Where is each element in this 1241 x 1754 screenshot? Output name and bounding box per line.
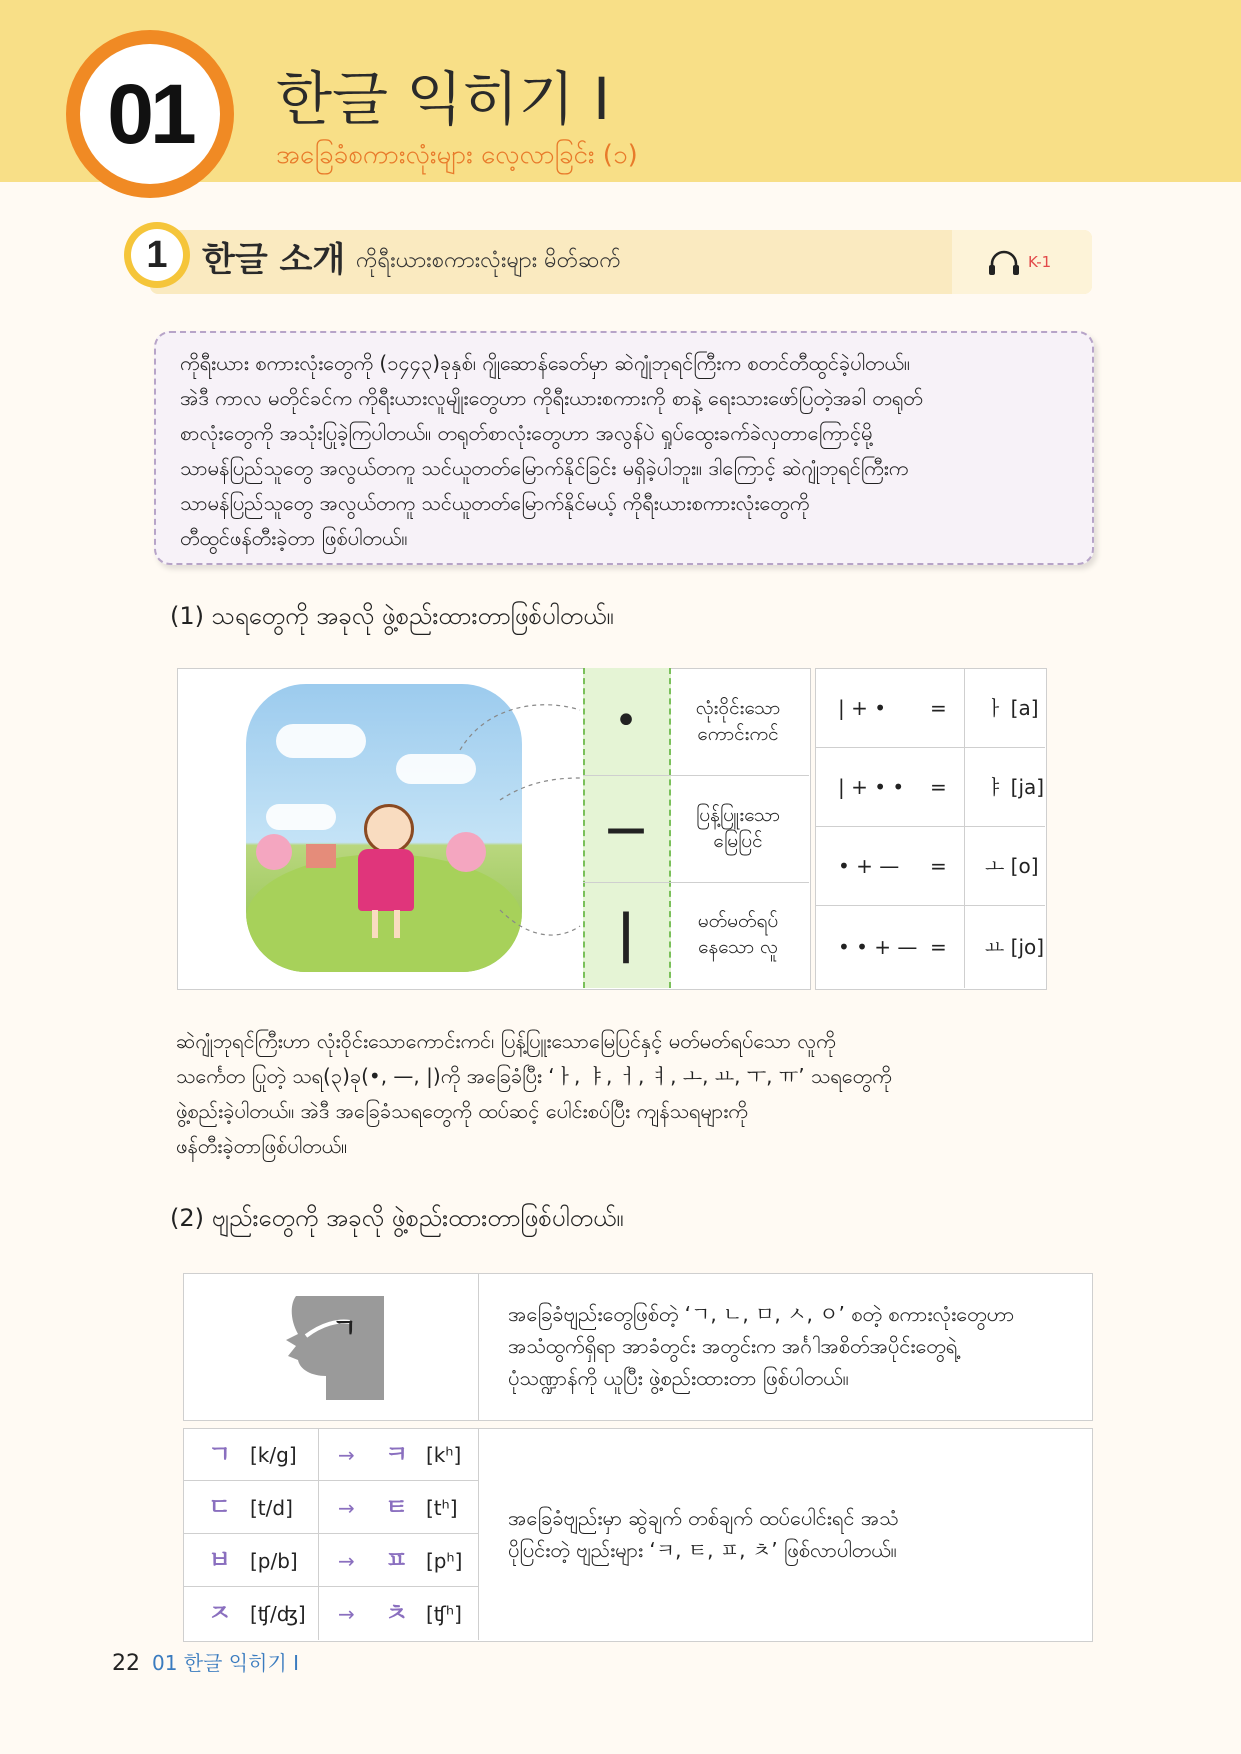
headphones-icon[interactable] [988,250,1020,281]
intro-line: စာလုံးတွေကို အသုံးပြုခဲ့ကြပါတယ်။ တရုတ်စာလုံးတွေဟာ အလွန်ပဲ ရှုပ်ထွေးခက်ခဲလှတာကြောင့်မို့ [180,421,873,445]
arrow-right-icon: → [338,1443,355,1467]
vowels-paragraph [176,1024,1076,1164]
illustration-arrows [440,690,590,980]
combination-formula: | + • • [838,775,905,799]
intro-text [180,346,1080,556]
vowels-heading: (1) သရတွေကို အခုလို ဖွဲ့စည်းထားတာဖြစ်ပါတယ်။ [170,602,614,630]
audio-track-code[interactable]: K-1 [1028,253,1052,271]
intro-line: ကိုရီးယား စကားလုံးတွေကို (၁၄၄၃)ခုနှစ်၊ ဂျိုဆောန်ခေတ်မှာ ဆဲဂျုံဘုရင်ကြီးက စတင်တီထွင်ခဲ့ပါတယ်။ [180,351,910,375]
vowel-label [668,695,808,747]
vowel-label-line: မြေပြင် [713,830,763,852]
arrow-right-icon: → [338,1496,355,1520]
aspirated-description [508,1502,1078,1566]
combination-equals: = [930,935,947,959]
page-number: 22 [112,1651,140,1676]
vowel-label-line: မတ်မတ်ရပ် [697,910,779,932]
intro-line: အဲဒီ ကာလ မတိုင်ခင်က ကိုရီးယားလူမျိုးတွေဟာ ကိုရီးယားစကားကို စာနဲ့ ရေးသားဖော်ပြတဲ့အခါ တရုတ် [180,386,923,410]
combination-result: ㅗ [o] [985,854,1039,878]
combination-result: ㅑ [ja] [985,775,1045,799]
chapter-number: 01 [107,67,193,161]
vowel-label [668,802,808,854]
aspirated-consonant-ipa: [tʰ] [426,1496,458,1520]
base-consonant-ipa: [p/b] [250,1549,298,1573]
aspirated-consonant: ㅌ [385,1493,409,1521]
combination-equals: = [930,696,947,720]
paragraph-line: ဖန်တီးခဲ့တာဖြစ်ပါတယ်။ [176,1134,348,1158]
description-line: အခြေခံဗျည်းမှာ ဆွဲချက် တစ်ချက် ထပ်ပေါင်းရင် အသံ [508,1506,899,1530]
description-line: ပုံသဏ္ဍာန်ကို ယူပြီး ဖွဲ့စည်းထားတာ ဖြစ်ပါတယ်။ [508,1366,849,1390]
vowel-vertical-symbol: | [616,904,636,964]
arrow-right-icon: → [338,1602,355,1626]
chapter-subtitle: အခြေခံစကားလုံးများ လေ့လာခြင်း (၁) [276,140,638,170]
vowel-label-line: နေသော လူ [698,936,778,958]
description-line: ပိုပြင်းတဲ့ ဗျည်းများ ‘ㅋ, ㅌ, ㅍ, ㅊ’ ဖြစ်လာပါတယ်။ [508,1538,897,1562]
vowel-label-line: လုံးဝိုင်းသော [695,697,781,719]
combination-formula: | + • [838,696,887,720]
section-subtitle: ကိုရီးယားစကားလုံးများ မိတ်ဆက် [356,248,621,273]
base-consonant: ㄱ [208,1440,232,1468]
combination-equals: = [930,775,947,799]
section-audio-area [952,230,1092,294]
combination-formula: • + — [838,854,900,878]
aspirated-consonant-ipa: [pʰ] [426,1549,463,1573]
combination-equals: = [930,854,947,878]
chapter-title: 한글 익히기 I [276,65,611,133]
consonants-heading: (2) ဗျည်းတွေကို အခုလို ဖွဲ့စည်းထားတာဖြစ်ပါတယ်။ [170,1204,624,1232]
vowel-dot-symbol: • [614,698,638,744]
consonant-origin-description [508,1298,1078,1394]
base-consonant: ㄷ [208,1493,232,1521]
intro-line: တီထွင်ဖန်တီးခဲ့တာ ဖြစ်ပါတယ်။ [180,526,408,550]
combination-formula: • • + — [838,935,918,959]
footer-chapter: 01 한글 익히기 I [152,1651,300,1675]
vowel-label-line: ကောင်းကင် [697,723,779,745]
aspirated-consonant: ㅋ [385,1440,409,1468]
aspirated-consonant-ipa: [ʧʰ] [426,1602,462,1626]
vowel-horizontal-symbol: — [606,806,646,852]
base-consonant-ipa: [ʧ/ʤ] [250,1602,306,1626]
paragraph-line: ဆဲဂျုံဘုရင်ကြီးဟာ လုံးဝိုင်းသောကောင်းကင်၊ ပြန့်ပြူးသောမြေပြင်နှင့် မတ်မတ်ရပ်သော လူကို [176,1029,836,1053]
aspirated-consonant-ipa: [kʰ] [426,1443,462,1467]
aspirated-consonant: ㅍ [385,1546,409,1574]
combination-result: ㅏ [a] [985,696,1039,720]
intro-line: သာမန်ပြည်သူတွေ အလွယ်တကူ သင်ယူတတ်မြောက်နိုင်ခြင်း မရှိခဲ့ပါဘူး။ ဒါကြောင့် ဆဲဂျုံဘုရင်ကြီးက [180,456,909,480]
base-consonant-ipa: [t/d] [250,1496,293,1520]
paragraph-line: ဖွဲ့စည်းခဲ့ပါတယ်။ အဲဒီ အခြေခံသရတွေကို ထပ်ဆင့် ပေါင်းစပ်ပြီး ကျန်သရများကို [176,1099,748,1123]
section-number: 1 [131,229,183,281]
description-line: အခြေခံဗျည်းတွေဖြစ်တဲ့ ‘ㄱ, ㄴ, ㅁ, ㅅ, ㅇ’ စတဲ့ စကားလုံးတွေဟာ [508,1302,1015,1326]
base-consonant: ㅂ [208,1546,232,1574]
illustration-letter: ㄱ [332,1314,358,1344]
intro-line: သာမန်ပြည်သူတွေ အလွယ်တကူ သင်ယူတတ်မြောက်နိုင်မယ့် ကိုရီးယားစကားလုံးတွေကို [180,491,810,515]
combination-result: ㅛ [jo] [985,935,1045,959]
mouth-profile-illustration [276,1290,386,1402]
arrow-right-icon: → [338,1549,355,1573]
vowel-label-line: ပြန့်ပြူးသော [696,804,780,826]
base-consonant: ㅈ [208,1599,232,1627]
vowel-label [668,908,808,960]
base-consonant-ipa: [k/g] [250,1443,297,1467]
paragraph-line: သင်္ကေတ ပြုတဲ့ သရ(၃)ခု(•, —, |)ကို အခြေခံပြီး ‘ㅏ, ㅑ, ㅓ, ㅕ, ㅗ, ㅛ, ㅜ, ㅠ’ သရတွေကို [176,1064,892,1088]
aspirated-consonant: ㅊ [385,1599,409,1627]
description-line: အသံထွက်ရှိရာ အာခံတွင်း အတွင်းက အင်္ဂါအစိတ်အပိုင်းတွေရဲ့ [508,1334,958,1358]
section-title: 한글 소개 [202,240,346,280]
